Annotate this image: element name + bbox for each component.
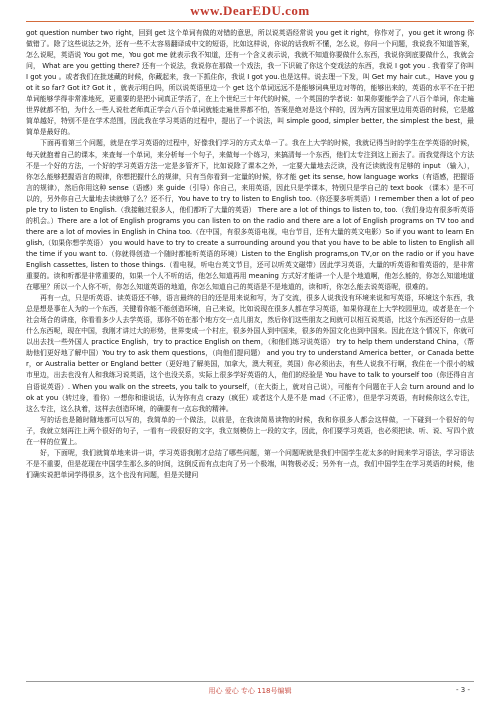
page-header [0, 0, 500, 26]
site-url[interactable]: www.DearEDU.com [190, 3, 310, 18]
footer-divider [26, 681, 474, 682]
article-body [26, 28, 474, 481]
paragraph: 再有一点，只是听英语、读英语还不够，语言最终的目的还是用来说和写，为了交流，很多人说我没有环境来说和写英语，环境这个东西，我总是想是事在人为的一个东西，关键看你能不能创造环境，自己来说，比如说现在很多人都在学习英语，如果你现在上大学校园里边，或者是在一个社会场合的讲座，你看看多少人去学英语，那你不妨在那个地方交一点儿朋友，然后你们这些朋友之间就可以相互说英语，比这个东西还好的一点是什么东西呢，现在中国，我刚才讲过大的形势，世界变成一个村庄，很多外国人到中国来，很多的外国文化也到中国来。因此在这个情况下，你就可以出去找一些外国人 practice English，try to practice English on them，（和他们练习说英语） try to help them understand China，（帮助他们更好地了解中国）You try to ask them questions，（向他们提问题） and you try to understand America better，or Canada better，or Australia better or England better（更好地了解美国，加拿大，澳大利亚，英国）你必须出去，有些人说我不行啊，我住在一个很小的城市里边，出去也没有人和我练习说英语，这个也没关系，实际上很多学好英语的人，他们的经验是 You have to talk to yourself too（你还得自言自语说英语）. When you walk on the streets, you talk to yourself，（在大街上，就对自己说），可能有个问题在于人会 turn around and look at you（转过身，看你）一想你和谁说话，认为你有点 crazy（疯狂）或者这个人是不是 mad（不正常），但是学习英语，有时候你这么专注，这么专注，这么执着，这样去创造环境，的确要有一点忘我的精神。 [26, 294, 474, 413]
footer-slogan: 用心 爱心 专心 118号编辑 [208, 687, 292, 695]
header-divider [26, 21, 474, 22]
page-footer [0, 681, 500, 699]
paragraph: got question number two right，回到 get 这个单词有做的对错的意思，所以说英语经常说 you get it right，你作对了，you get it wrong 你做错了。除了这些说法之外，还有一些不太容易翻译成中文的短语，比如这样说，你说的话我听不懂，怎么说，你问一个问题，我说我不知道答案，怎么说呢，英语说 You got me，You got me 就表示我不知道，还有一个含义表示说，我就不知道你要做什么东西，我说你到底要做什么，我就会问， What are you getting there? 还有一个说法，我说你在那做一个戏法，我一下识破了你这个变戏法的东西，我说 I got you . 我看穿了你叫 I got you 。或者我们在批迷藏的时候，你藏起来，我一下抓住你，我说 I got you.也是这样。说去理一下发，叫 Get my hair cut.，Have you got it so far? Got it? Got it ，就表示明白吗，所以说英语里边一个 get 这个单词远远不是能够词典里边对等的，能够出来的，英语的水平不在于把单词能够学得非常准地死，更重要的是把小词真正学活了，在上个世纪三十年代的时候，一个英国的学者说：如果你要能学会了八百个单词，你走遍世界就都不怕，为什么一些人说杜老师真正学会八百个单词就能走遍世界都不怕，答案是绝对是这个样的，因为两方国家里边用英语的时候，它是越简单越好，特别不是在学术范围，因此我在学习英语的过程中，提出了一个说法，叫 simple good, simpler better, the simplest the best，最简单是最好的。 [26, 29, 474, 137]
paragraph: 写的话也是随时随地都可以写的，我简单的一个做法，以前是，在我读简易读物的时候，我和你很多人都会这样做，一下碰到一个很好的句子，我就立刻再注上两个很好的句子，一看有一段很好的文字，我立刻模仿上一段的文字，因此，你们要学习英语，也必须把读、听、说、写四个放在一样的位置上。 [26, 415, 474, 446]
paragraph: 好，下面呢，我们就简单地来讲一讲，学习英语我刚才总结了哪些问题，第一个问题呢就是我们中国学生花太多的时间来学习语法，学习语法不是不重要，但是花现在中国学生那么多的时间，这倒反而有点走向了另一个极端，叫物极必反；另外有一点，我们中国学生在学习英语的时候，他们确实说把单词学得很多，这个也没有问题，但是关键问 [26, 448, 474, 479]
page-number: - 3 - [456, 686, 470, 694]
paragraph: 下面再看第三个问题，就是在学习英语的过程中，好像我们学习的方式太单一了。我在上大学的时候，我就记得当时的学生在学英语的时候，每天就抱着自己的课本，来查每一个单词，来分析每一个句子，来做每一个练习，来搞清每一个东西，他们太专注到这上面去了。而我觉得这个方法不是一个好的方法，一个好的学习英语方法一定是多管齐下，比如说除了课本之外，一定要大量地去泛读，没有泛读就没有足够的 input （输入），你怎么能够把握语言的规律，你想把握什么的规律，只有当你看到一定量的时候，你才能 get its sense, how language works（有语感，把握语言的规律），然后你用这种 sense（语感）来 guide（引导）你自己，来用英语，因此只是学课本，特别只是学自己的 text book （课本）是不可以的，另外你自己大量地去读就够了么？还不行，You have to try to listen to English too.（你还要多听英语）I remember then a lot of people try to listen to English.（我接触过很多人，他们都听了大量的英语） There are a lot of things to listen to, too.（我们身边有很多听英语的机会。）There are a lot of English programs you can listen to on the radio and there are a lot of English programs on TV too and there are a lot of movies in English in China too.（在中国，有很多英语电视，电台节目，还有大量的英文电影）So if you want to learn English,（如果你想学英语） you would have to try to create a surrounding around you that you have to be able to listen to English all the time if you want to.（你就得创造一个随时都能听英语的环境）Listen to the English programs,on TV,or on the radio or if you have English cassettes, listen to those things.（看电视，听电台英文节目，还可以听英文磁带）因此学习英语，大量的听英语和看英语的，是非常重要的。读和听都是非常重要的，如果一个人不听的话，他怎么知道再用 meaning 方式好才能讲一个人是个地道啊，他怎么能的，你怎么知道地道在哪里？所以一个人你不听，你怎么知道英语的地道，你怎么知道自己的英语是不是地道的，读和听，你怎么能去说英语呢，很难的。 [26, 139, 475, 292]
